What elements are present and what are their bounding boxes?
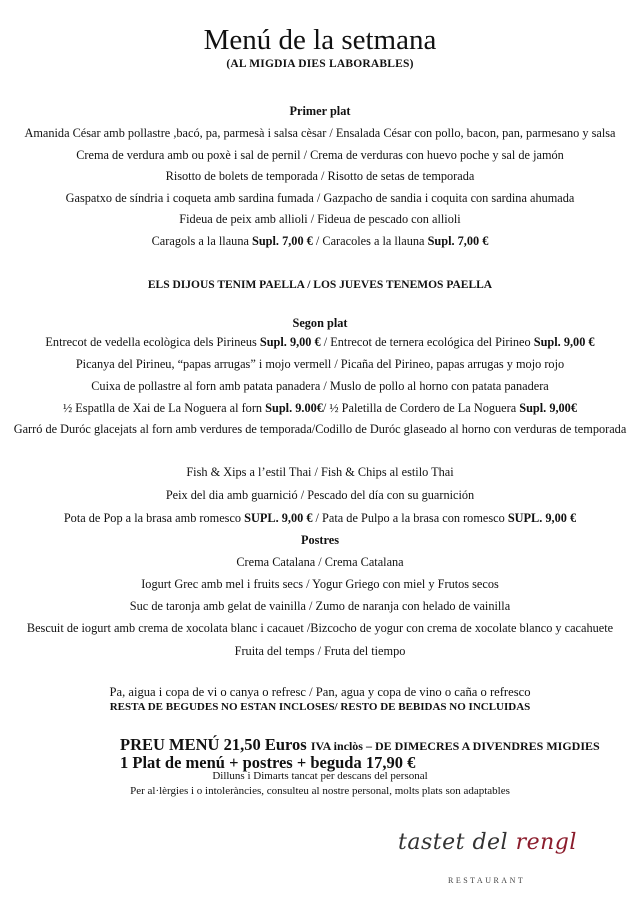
menu-item-pota	[0, 511, 640, 526]
supplement-price: SUPL. 9,00 €	[244, 511, 313, 525]
closed-days-note: Dilluns i Dimarts tancat per descans del personal	[212, 770, 428, 782]
menu-item-entrecot	[0, 335, 640, 350]
menu-item-caragols	[0, 234, 640, 249]
price-main-label: PREU MENÚ 21,50 Euros	[120, 735, 311, 754]
item-text: Caragols a la llauna	[151, 234, 252, 248]
menu-item: Bescuit de iogurt amb crema de xocolata blanc i cacauet /Bizcocho de yogur con crema de xocolate blanco y cacahuete	[26, 621, 614, 635]
paella-note: ELS DIJOUS TENIM PAELLA / LOS JUEVES TENEMOS PAELLA	[147, 279, 493, 291]
menu-item: Iogurt Grec amb mel i fruits secs / Yogur Griego con miel y Frutos secos	[141, 577, 499, 591]
menu-item: Amanida César amb pollastre ,bacó, pa, parmesà i salsa cèsar / Ensalada César con pollo, bacon, pan, parmesano y salsa	[24, 126, 616, 140]
menu-item: Fruita del temps / Fruta del tiempo	[234, 644, 406, 658]
drinks-note: RESTA DE BEGUDES NO ESTAN INCLOSES/ RESTO DE BEBIDAS NO INCLUIDAS	[109, 701, 531, 713]
menu-item: Risotto de bolets de temporada / Risotto de setas de temporada	[165, 169, 475, 183]
logo-script-b: rengl	[515, 830, 577, 855]
page-subtitle: (AL MIGDIA DIES LABORABLES)	[226, 58, 414, 70]
menu-item: Picanya del Pirineu, “papas arrugas” i mojo vermell / Picaña del Pirineo, papas arrugas y mojo rojo	[75, 357, 565, 371]
price-main-note: IVA inclòs – DE DIMECRES A DIVENDRES MIGDIES	[310, 739, 600, 753]
menu-price-alt: 1 Plat de menú + postres + beguda 17,90 €	[120, 753, 416, 772]
restaurant-logo	[398, 830, 577, 890]
menu-item-garro: Garró de Duróc glacejats al forn amb verdures de temporada/Codillo de Duróc glaseado al horno con verduras de temporada	[13, 422, 627, 436]
menu-item: Crema Catalana / Crema Catalana	[236, 555, 404, 569]
allergy-note: Per al·lèrgies i o intoleràncies, consulteu al nostre personal, molts plats son adaptables	[130, 785, 510, 797]
logo-script	[398, 830, 577, 855]
supplement-price: Supl. 7,00 €	[427, 234, 489, 248]
supplement-price: SUPL. 9,00 €	[507, 511, 577, 525]
section-heading-primer: Primer plat	[289, 104, 351, 118]
item-text: Pota de Pop a la brasa amb romesco	[63, 511, 245, 525]
menu-item: Cuixa de pollastre al forn amb patata panadera / Muslo de pollo al horno con patata panadera	[91, 379, 549, 393]
menu-price	[120, 735, 600, 755]
supplement-price: Supl. 9.00€	[265, 401, 323, 415]
supplement-price: Supl. 9,00€	[519, 401, 577, 415]
menu-item: Suc de taronja amb gelat de vainilla / Zumo de naranja con helado de vainilla	[129, 599, 511, 613]
item-text: / ½ Paletilla de Cordero de La Noguera	[322, 401, 520, 415]
section-heading-segon: Segon plat	[292, 316, 348, 330]
menu-item: Peix del dia amb guarnició / Pescado del día con su guarnición	[165, 488, 475, 502]
menu-item-espatlla	[0, 401, 640, 416]
menu-item: Fideua de peix amb allioli / Fideua de pescado con allioli	[179, 212, 461, 226]
supplement-price: Supl. 7,00 €	[252, 234, 313, 248]
drinks-included: Pa, aigua i copa de vi o canya o refresc / Pan, agua y copa de vino o caña o refresco	[109, 685, 531, 699]
menu-item: Crema de verdura amb ou poxè i sal de pernil / Crema de verduras con huevo poche y sal de jamón	[76, 148, 564, 162]
supplement-price: Supl. 9,00 €	[533, 335, 595, 349]
item-text: / Caracoles a la llauna	[312, 234, 428, 248]
menu-item: Gaspatxo de síndria i coqueta amb sardina fumada / Gazpacho de sandia i coquita con sardina ahumada	[65, 191, 575, 205]
menu-item: Fish & Xips a l’estil Thai / Fish & Chips al estilo Thai	[186, 465, 454, 479]
item-text: ½ Espatlla de Xai de La Noguera al forn	[63, 401, 266, 415]
logo-script-a: tastet del	[398, 830, 516, 855]
item-text: Entrecot de vedella ecològica dels Pirineus	[45, 335, 260, 349]
supplement-price: Supl. 9,00 €	[259, 335, 321, 349]
section-heading-postres: Postres	[300, 533, 340, 547]
page-title: Menú de la setmana	[203, 24, 437, 56]
item-text: / Entrecot de ternera ecológica del Pirineo	[320, 335, 534, 349]
item-text: / Pata de Pulpo a la brasa con romesco	[312, 511, 508, 525]
logo-subtitle: RESTAURANT	[448, 876, 526, 885]
